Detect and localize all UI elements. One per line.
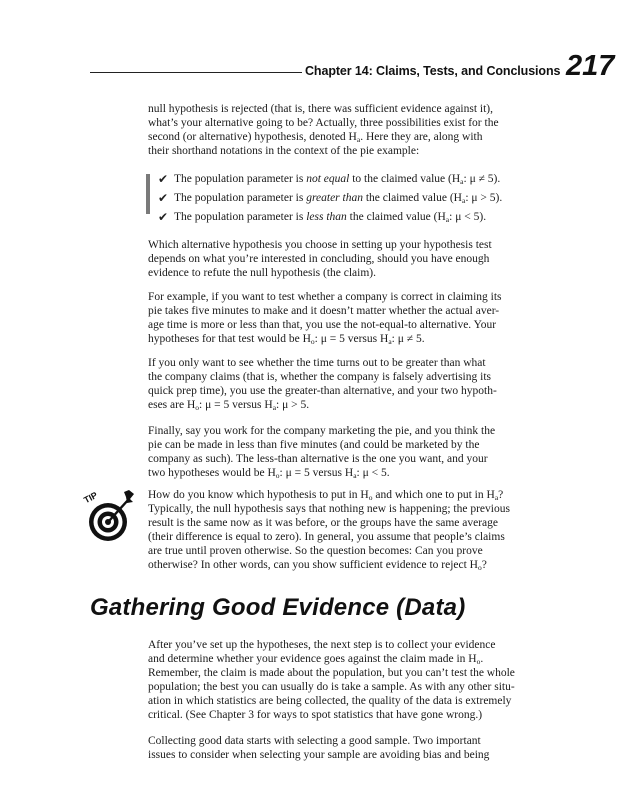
subscript: a [272,403,277,412]
paragraph-not-equal-example [148,290,560,346]
check-mark-icon: ✔ [158,172,169,186]
text-line [148,652,560,666]
paragraph-good-sample [148,734,560,762]
check-mark-icon: ✔ [158,191,169,205]
list-item [158,172,558,191]
text-run: second (or alternative) hypothesis, denoted H [148,131,357,143]
text-run: ? [498,489,504,501]
subscript: a [445,215,450,224]
text-run: : μ < 5. [356,467,390,479]
text-line: pie takes five minutes to make and it doesn’t matter whether the actual aver- [148,305,500,317]
text-line: company as such). The less-than alternative is the one you want, and your [148,453,488,465]
text-line: null hypothesis is rejected (that is, there was sufficient evidence against it), [148,103,494,115]
text-line [148,466,560,480]
text-line: Collecting good data starts with selecting a good sample. Two important [148,735,481,747]
text-line: If you only want to see whether the time turns out to be greater than what [148,357,486,369]
subscript: o [195,403,200,412]
alternative-hypotheses-list [158,172,558,229]
check-mark-icon: ✔ [158,210,169,224]
text-run: The population parameter is [174,192,307,204]
text-line: age time is more or less than that, you use the not-equal-to alternative. Your [148,319,497,331]
text-run: How do you know which hypothesis to put in H [148,489,369,501]
text-run: : μ = 5 versus H [314,333,389,345]
text-line: For example, if you want to test whether a company is correct in claiming its [148,291,502,303]
text-run: : μ > 5. [276,399,310,411]
header-rule [90,72,302,73]
text-line: pie can be made in less than five minutes (and could be marketed by the [148,439,480,451]
text-line: critical. (See Chapter 3 for ways to spot statistics that have gone wrong.) [148,709,483,721]
text-run: the claimed value (H [362,192,462,204]
emphasis: less than [306,211,347,223]
text-run: : μ = 5 versus H [199,399,273,411]
text-run: and which one to put in H [372,489,495,501]
text-line: issues to consider when selecting your sample are avoiding bias and being [148,749,490,761]
text-line [148,332,560,346]
subscript: a [461,196,466,205]
text-run: : μ ≠ 5. [391,333,425,345]
subscript: a [356,135,361,144]
paragraph-collect-evidence [148,638,560,722]
text-line: After you’ve set up the hypotheses, the next step is to collect your evidence [148,639,496,651]
text-run: and determine whether your evidence goes against the claim made in H [148,653,477,665]
text-line [148,488,560,502]
text-line: Typically, the null hypothesis says that nothing new is happening; the previous [148,503,510,515]
emphasis: greater than [306,192,363,204]
paragraph-less-than-example [148,424,560,480]
text-run: The population parameter is [174,211,307,223]
text-line: (their difference is equal to zero). In general, you assume that people’s claims [148,531,505,543]
text-line: result is the same now as it was before, or the groups have the same average [148,517,498,529]
subscript: o [478,563,482,572]
text-line: their shorthand notations in the context of the pie example: [148,145,420,157]
text-run: : μ < 5). [449,211,487,223]
text-line: evidence to refute the null hypothesis (the claim). [148,267,377,279]
subscript: a [460,177,464,186]
list-item [158,210,558,229]
list-sidebar-bar [146,174,150,214]
text-line: what’s your alternative going to be? Actually, three possibilities exist for the [148,117,499,129]
text-line: ation in which statistics are being collected, the quality of the data is extremely [148,695,512,707]
text-line: quick prep time), you use the greater-than alternative, and your two hypoth- [148,385,497,397]
text-line: population; the best you can usually do is take a sample. As with any other situ- [148,681,515,693]
text-run: hypotheses for that test would be H [148,333,311,345]
subscript: a [353,471,357,480]
list-item [158,191,558,210]
text-run: . Here they are, along with [360,131,483,143]
subscript: o [310,337,315,346]
subscript: a [494,493,499,502]
text-line [148,558,560,572]
text-run: to the claimed value (H [349,173,461,185]
text-line: the company claims (that is, whether the company is falsely advertising its [148,371,491,383]
subscript: a [388,337,392,346]
chapter-title: Chapter 14: Claims, Tests, and Conclusions [305,64,561,78]
text-run: ? [481,559,487,571]
text-run: the claimed value (H [346,211,446,223]
text-line [148,130,560,144]
page-number: 217 [566,50,615,82]
text-line [148,398,560,412]
text-run: . [480,653,484,665]
text-run: : μ = 5 versus H [279,467,354,479]
text-run: : μ ≠ 5). [463,173,501,185]
text-run: eses are H [148,399,196,411]
text-line: Remember, the claim is made about the population, but you can’t test the whole [148,667,515,679]
paragraph-greater-than-example [148,356,560,412]
text-line: Finally, say you work for the company marketing the pie, and you think the [148,425,496,437]
text-line: are true until proven otherwise. So the question becomes: Can you prove [148,545,483,557]
paragraph-alternatives-intro [148,102,560,158]
text-run: two hypotheses would be H [148,467,276,479]
tip-label: TIP [82,489,100,506]
tip-target-icon [82,486,138,544]
subscript: o [275,471,280,480]
subscript: o [368,493,373,502]
text-line: depends on what you’re interested in concluding, should you have enough [148,253,490,265]
subscript: o [476,657,481,666]
text-run: : μ > 5). [465,192,503,204]
tip-paragraph [148,488,560,572]
emphasis: not equal [306,173,350,185]
text-run: The population parameter is [174,173,307,185]
text-run: otherwise? In other words, can you show sufficient evidence to reject H [148,559,478,571]
text-line: Which alternative hypothesis you choose in setting up your hypothesis test [148,239,492,251]
section-heading: Gathering Good Evidence (Data) [90,594,466,621]
paragraph-choose-alternative [148,238,560,280]
